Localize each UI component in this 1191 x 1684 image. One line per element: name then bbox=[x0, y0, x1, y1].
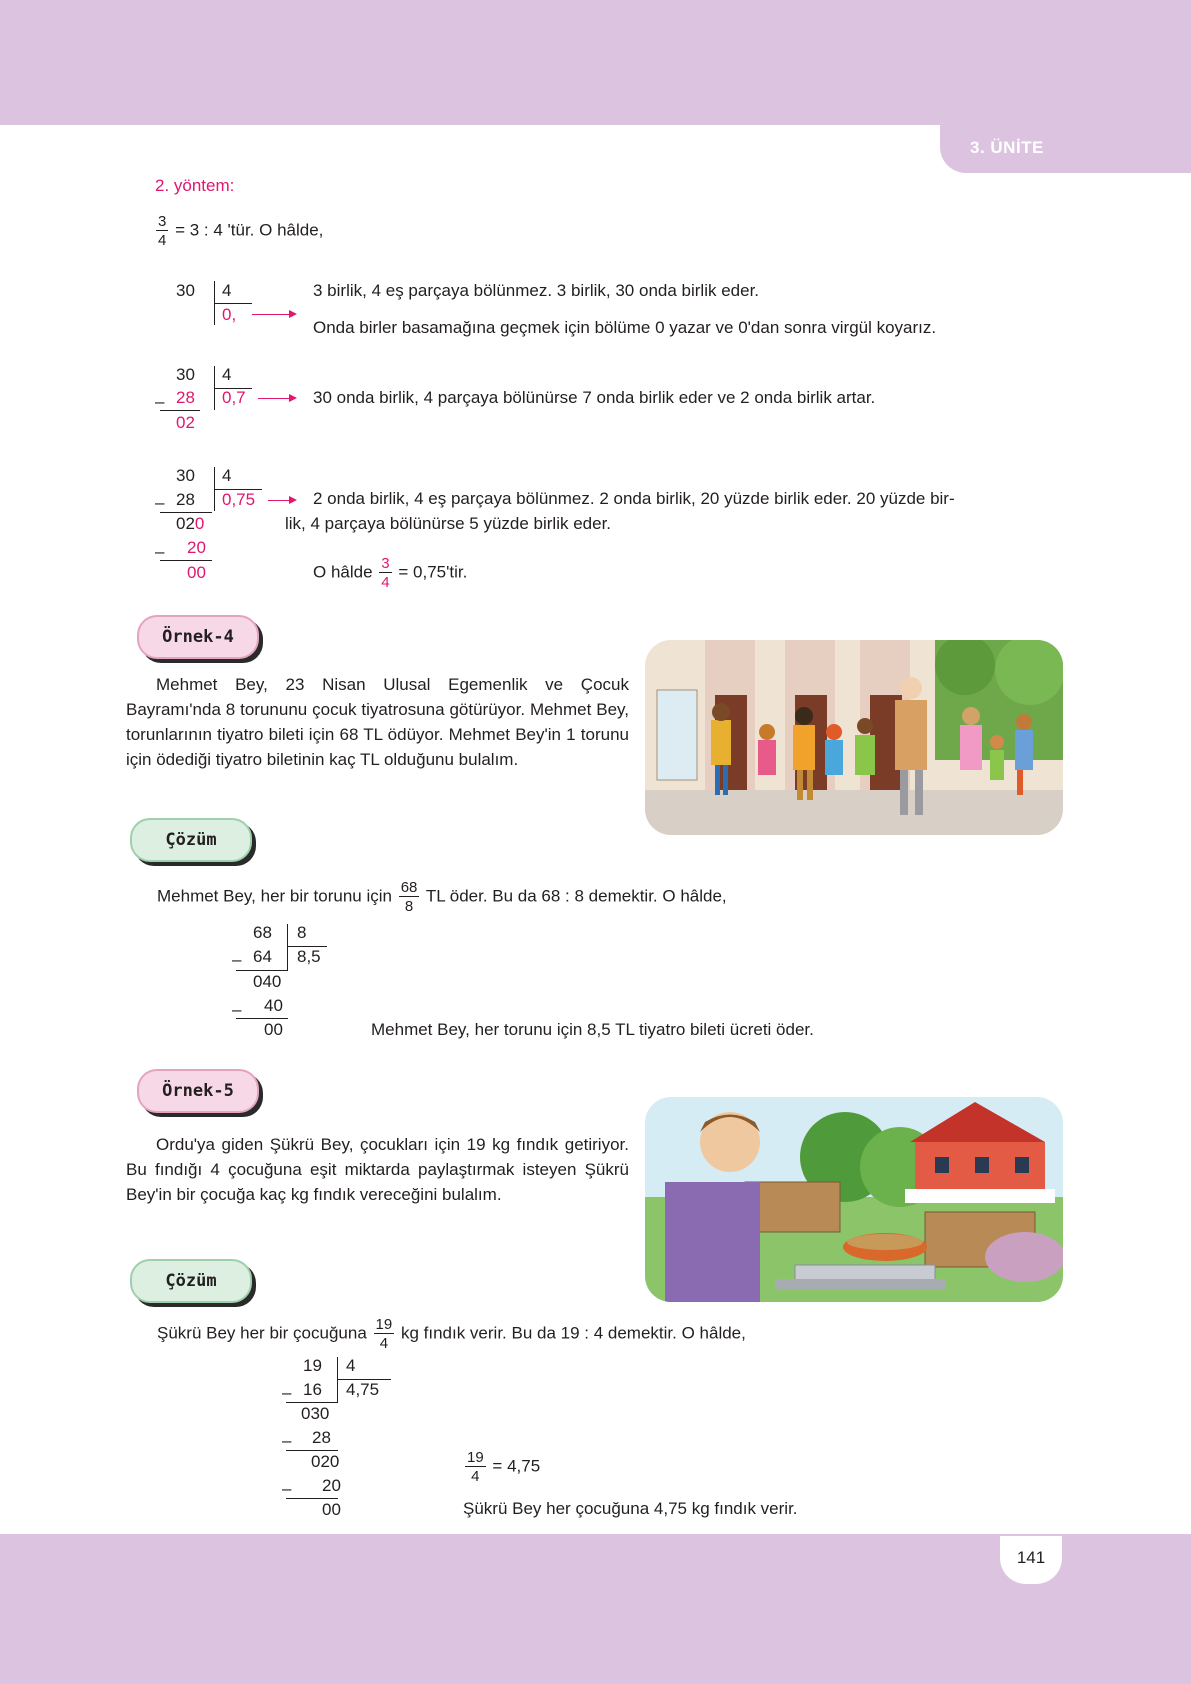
tab-notch bbox=[905, 125, 941, 173]
division-bar bbox=[337, 1357, 338, 1403]
ex5-rem2: 020 bbox=[311, 1452, 340, 1471]
division-bar bbox=[287, 924, 288, 970]
numerator: 3 bbox=[158, 213, 167, 230]
example4-result: Mehmet Bey, her torunu için 8,5 TL tiyatro bileti ücreti öder. bbox=[371, 1020, 814, 1039]
example5-solution-text bbox=[157, 1317, 746, 1351]
brought-down-digit: 0 bbox=[194, 514, 205, 533]
rem-digits: 02 bbox=[176, 514, 195, 533]
step2-sub: 28 bbox=[176, 388, 195, 407]
step2-text: 30 onda birlik, 4 parçaya bölünürse 7 onda birlik eder ve 2 onda birlik artar. bbox=[313, 388, 876, 407]
step1-dividend: 30 bbox=[176, 281, 195, 300]
example4-paragraph: Mehmet Bey, 23 Nisan Ulusal Egemenlik ve Çocuk Bayramı'nda 8 torununu çocuk tiyatrosuna götürüyor. Mehmet Bey, torunlarının tiyatro bileti için 68 TL ödüyor. Mehmet Bey'in 1 torunu için ödediği tiyatro biletinin kaç TL olduğunu bulalım. bbox=[126, 675, 629, 769]
conclusion-post: = 0,75'tir. bbox=[398, 562, 468, 582]
ex4-sub1: 64 bbox=[253, 947, 272, 966]
step3-text1: 2 onda birlik, 4 eş parçaya bölünmez. 2 onda birlik, 20 yüzde birlik eder. 20 yüzde bir- bbox=[313, 489, 955, 508]
example5-result-equation bbox=[463, 1450, 540, 1484]
minus-sign: – bbox=[155, 542, 165, 561]
denominator: 4 bbox=[471, 1468, 480, 1485]
result-eq: = 4,75 bbox=[492, 1456, 541, 1476]
minus-sign: – bbox=[155, 493, 165, 512]
example4-solution-text bbox=[157, 880, 727, 914]
example4-solution-badge: Çözüm bbox=[130, 818, 252, 862]
step3-divisor: 4 bbox=[222, 466, 232, 485]
page-number: 141 bbox=[1000, 1536, 1062, 1584]
step1-divisor: 4 bbox=[222, 281, 232, 300]
ex5-dividend: 19 bbox=[303, 1356, 322, 1375]
step1-arrow bbox=[252, 314, 295, 315]
step3-text2: lik, 4 parçaya bölünürse 5 yüzde birlik eder. bbox=[285, 514, 612, 533]
conclusion-pre: O hâlde bbox=[313, 562, 373, 582]
step3-rem2: 00 bbox=[187, 563, 206, 582]
hazelnut-illustration bbox=[645, 1097, 1063, 1302]
example5-solution-badge: Çözüm bbox=[130, 1259, 252, 1303]
solution-pre: Şükrü Bey her bir çocuğuna bbox=[157, 1323, 367, 1343]
solution-pre: Mehmet Bey, her bir torunu için bbox=[157, 886, 392, 906]
ex5-sub3: 20 bbox=[322, 1476, 341, 1495]
fraction bbox=[399, 880, 420, 914]
step3-dividend: 30 bbox=[176, 466, 195, 485]
numerator: 19 bbox=[375, 1316, 393, 1333]
ex5-quotient: 4,75 bbox=[346, 1380, 380, 1399]
minus-sign: – bbox=[155, 392, 165, 411]
ex4-dividend: 68 bbox=[253, 923, 272, 942]
minus-sign: – bbox=[282, 1479, 292, 1498]
solution-post: TL öder. Bu da 68 : 8 demektir. O hâlde, bbox=[425, 886, 727, 906]
intro-text: = 3 : 4 'tür. O hâlde, bbox=[175, 220, 324, 240]
ex5-rem1: 030 bbox=[301, 1404, 330, 1423]
fraction bbox=[379, 556, 391, 590]
ex4-quotient: 8,5 bbox=[297, 947, 321, 966]
denominator: 8 bbox=[404, 898, 414, 915]
method-heading: 2. yöntem: bbox=[155, 176, 235, 195]
step1-text1: 3 birlik, 4 eş parçaya bölünmez. 3 birlik, 30 onda birlik eder. bbox=[313, 281, 760, 300]
numerator: 3 bbox=[381, 555, 390, 572]
step3-sub1: 28 bbox=[176, 490, 195, 509]
ex5-sub1: 16 bbox=[303, 1380, 322, 1399]
step3-arrow bbox=[268, 500, 295, 501]
ex5-divisor: 4 bbox=[346, 1356, 356, 1375]
ex4-rem2: 00 bbox=[264, 1020, 283, 1039]
fraction bbox=[156, 214, 168, 248]
minus-sign: – bbox=[282, 1383, 292, 1402]
minus-sign: – bbox=[232, 1000, 242, 1019]
ex4-divisor: 8 bbox=[297, 923, 307, 942]
fraction bbox=[465, 1450, 486, 1484]
unit-label: 3. ÜNİTE bbox=[970, 138, 1044, 157]
denominator: 4 bbox=[379, 1335, 389, 1352]
step2-remainder: 02 bbox=[176, 413, 195, 432]
solution-post: kg fındık verir. Bu da 19 : 4 demektir. O hâlde, bbox=[400, 1323, 746, 1343]
step3-conclusion bbox=[313, 556, 467, 590]
example4-badge: Örnek-4 bbox=[137, 615, 259, 659]
ex5-sub2: 28 bbox=[312, 1428, 331, 1447]
method-intro bbox=[154, 214, 323, 248]
step1-text2: Onda birler basamağına geçmek için bölüme 0 yazar ve 0'dan sonra virgül koyarız. bbox=[313, 318, 937, 337]
ex5-rem3: 00 bbox=[322, 1500, 341, 1519]
fraction bbox=[374, 1317, 395, 1351]
example5-badge: Örnek-5 bbox=[137, 1069, 259, 1113]
example5-paragraph: Ordu'ya giden Şükrü Bey, çocukları için 19 kg fındık getiriyor. Bu fındığı 4 çocuğuna eşit miktarda paylaştırmak isteyen Şükrü Bey'in bir çocuğa kaç kg fındık vereceğini bulalım. bbox=[126, 1135, 629, 1204]
ex4-rem1: 040 bbox=[253, 972, 282, 991]
minus-sign: – bbox=[232, 950, 242, 969]
numerator: 19 bbox=[467, 1449, 484, 1466]
denominator: 4 bbox=[158, 232, 167, 249]
step1-quotient: 0, bbox=[222, 305, 237, 324]
example5-result: Şükrü Bey her çocuğuna 4,75 kg fındık verir. bbox=[463, 1499, 798, 1518]
header-band bbox=[0, 0, 1191, 125]
hazelnut-scene-image bbox=[645, 1097, 1063, 1302]
step3-quotient: 0,75 bbox=[222, 490, 256, 509]
step2-quotient: 0,7 bbox=[222, 388, 246, 407]
step3-rem1 bbox=[176, 512, 204, 536]
theater-illustration bbox=[645, 640, 1063, 835]
numerator: 68 bbox=[400, 879, 418, 896]
step3-sub2: 20 bbox=[187, 538, 206, 557]
minus-sign: – bbox=[282, 1431, 292, 1450]
ex4-sub2: 40 bbox=[264, 996, 283, 1015]
denominator: 4 bbox=[381, 574, 390, 591]
step2-arrow bbox=[258, 398, 295, 399]
theater-scene-image bbox=[645, 640, 1063, 835]
step2-divisor: 4 bbox=[222, 365, 232, 384]
step2-dividend: 30 bbox=[176, 365, 195, 384]
